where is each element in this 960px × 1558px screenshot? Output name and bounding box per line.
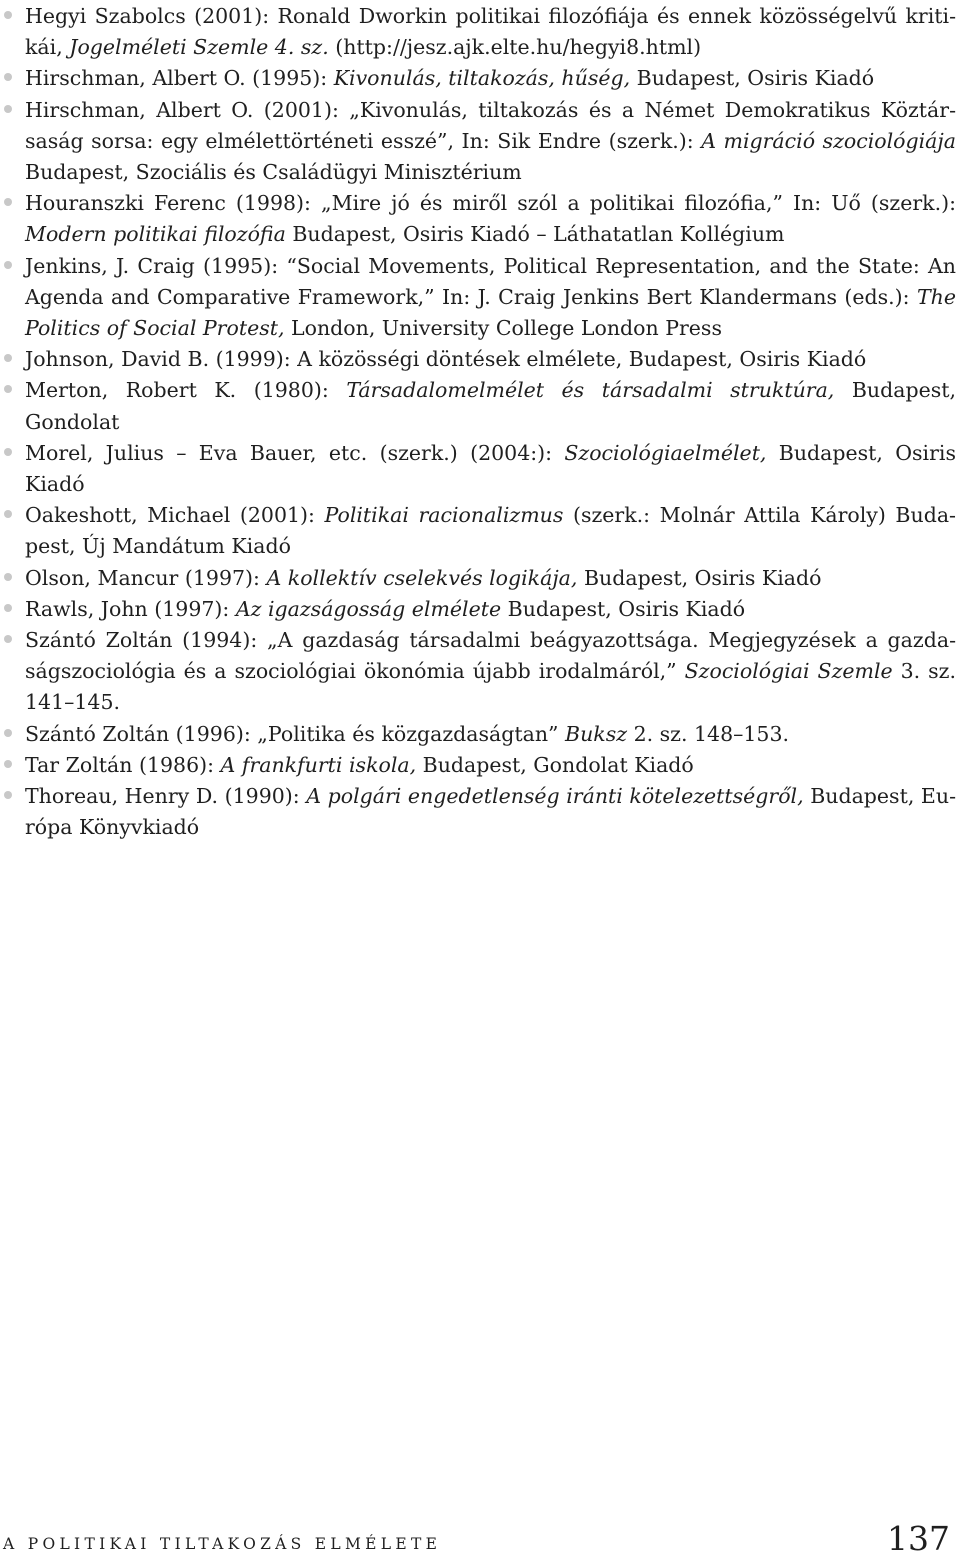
- reference-title: Kivonulás, tiltakozás, hűség,: [333, 66, 631, 91]
- reference-title: Szociológiai Szemle: [684, 659, 893, 684]
- reference-text: (http://jesz.ajk.elte.hu/hegyi8.html): [328, 35, 702, 60]
- reference-title: Buksz: [565, 721, 628, 746]
- reference-text: Jenkins, J. Craig (1995): “Social Movements, Political Representation, and the State: An Agenda and Comparative Framework,” In: J. Craig Jenkins Bert Klandermans (eds.):: [25, 253, 956, 309]
- bullet-icon: [4, 604, 12, 612]
- reference-title: Társadalomelmélet és társadalmi struktúra,: [346, 378, 835, 403]
- reference-text: Johnson, David B. (1999): A közösségi döntések elmélete, Budapest, Osiris Kiadó: [25, 347, 867, 372]
- reference-item: [4, 251, 956, 345]
- reference-text: (szerk.: Molnár Attila Károly) Budapest, Új Mandátum Kiadó: [25, 503, 956, 559]
- reference-text: Thoreau, Henry D. (1990):: [25, 784, 307, 809]
- reference-text: Tar Zoltán (1986):: [25, 752, 221, 777]
- reference-text: Morel, Julius – Eva Bauer, etc. (szerk.) (2004:):: [25, 440, 565, 465]
- reference-item: [4, 500, 956, 562]
- reference-title: Modern politikai filozófia: [25, 222, 286, 247]
- reference-title: A frankfurti iskola,: [220, 752, 417, 777]
- reference-text: 3. sz. 141–145.: [25, 659, 956, 715]
- reference-text: Hirschman, Albert O. (1995):: [25, 66, 334, 91]
- bullet-icon: [4, 573, 12, 581]
- reference-title: Az igazságosság elmélete: [235, 596, 502, 621]
- reference-item: [4, 625, 956, 719]
- reference-text: 2. sz. 148–153.: [627, 721, 790, 746]
- reference-text: Hegyi Szabolcs (2001): Ronald Dworkin politikai filozófiája és ennek közösségelvű kritikái,: [25, 4, 956, 60]
- reference-item: [4, 750, 956, 781]
- bullet-icon: [4, 791, 12, 799]
- reference-list: [4, 1, 956, 843]
- reference-text: Budapest, Osiris Kiadó: [577, 565, 822, 590]
- reference-text: Budapest, Osiris Kiadó: [501, 596, 746, 621]
- bullet-icon: [4, 11, 12, 19]
- reference-title: A kollektív cselekvés logikája,: [266, 565, 578, 590]
- reference-title: A polgári engedetlenség iránti kötelezettségről,: [306, 784, 804, 809]
- bullet-icon: [4, 448, 12, 456]
- reference-text: Budapest, Gondolat Kiadó: [416, 752, 694, 777]
- page-number: 137: [887, 1519, 950, 1558]
- reference-item: [4, 438, 956, 500]
- reference-title: Jogelméleti Szemle 4. sz.: [69, 35, 329, 60]
- reference-text: Budapest, Osiris Kiadó: [630, 66, 875, 91]
- reference-item: [4, 1, 956, 63]
- bullet-icon: [4, 354, 12, 362]
- reference-text: Hirschman, Albert O. (2001): „Kivonulás, tiltakozás és a Német Demokratikus Köztársaság sorsa: egy elmélettörténeti esszé”, In: Sik Endre (szerk.):: [25, 97, 956, 153]
- reference-item: [4, 63, 956, 94]
- reference-text: Budapest, Európa Könyvkiadó: [25, 784, 957, 840]
- reference-text: London, University College London Press: [284, 316, 722, 341]
- reference-text: Szántó Zoltán (1996): „Politika és közgazdaságtan”: [25, 721, 566, 746]
- reference-text: Merton, Robert K. (1980):: [25, 378, 347, 403]
- reference-text: Budapest, Gondolat: [25, 378, 956, 434]
- reference-title: Szociológiaelmélet,: [564, 440, 767, 465]
- reference-item: [4, 719, 956, 750]
- bullet-icon: [4, 73, 12, 81]
- reference-title: The Politics of Social Protest,: [25, 284, 956, 341]
- reference-text: Rawls, John (1997):: [25, 596, 236, 621]
- bullet-icon: [4, 198, 12, 206]
- bullet-icon: [4, 760, 12, 768]
- reference-title: Politikai racionalizmus: [324, 503, 564, 528]
- running-title: A POLITIKAI TILTAKOZÁS ELMÉLETE: [3, 1535, 442, 1553]
- bullet-icon: [4, 635, 12, 643]
- reference-item: [4, 594, 956, 625]
- bullet-icon: [4, 385, 12, 393]
- bullet-icon: [4, 261, 12, 269]
- reference-item: [4, 781, 956, 843]
- bullet-icon: [4, 510, 12, 518]
- reference-text: Budapest, Osiris Kiadó: [25, 440, 956, 497]
- reference-item: [4, 344, 956, 375]
- reference-title: A migráció szociológiája: [701, 128, 956, 153]
- reference-text: Houranszki Ferenc (1998): „Mire jó és miről szól a politikai filozófia,” In: Uő (szerk.):: [25, 191, 956, 216]
- reference-text: Olson, Mancur (1997):: [25, 565, 267, 590]
- bullet-icon: [4, 729, 12, 737]
- reference-item: [4, 375, 956, 437]
- reference-item: [4, 188, 956, 250]
- bullet-icon: [4, 105, 12, 113]
- reference-item: [4, 95, 956, 189]
- reference-text: Budapest, Szociális és Családügyi Minisztérium: [25, 160, 522, 185]
- reference-text: Szántó Zoltán (1994): „A gazdaság társadalmi beágyazottsága. Megjegyzések a gazdaságszociológia és a szociológiai ökonómia újabb irodalmáról,”: [25, 628, 956, 684]
- reference-item: [4, 563, 956, 594]
- reference-text: Budapest, Osiris Kiadó – Láthatatlan Kollégium: [285, 222, 785, 247]
- reference-text: Oakeshott, Michael (2001):: [25, 503, 325, 528]
